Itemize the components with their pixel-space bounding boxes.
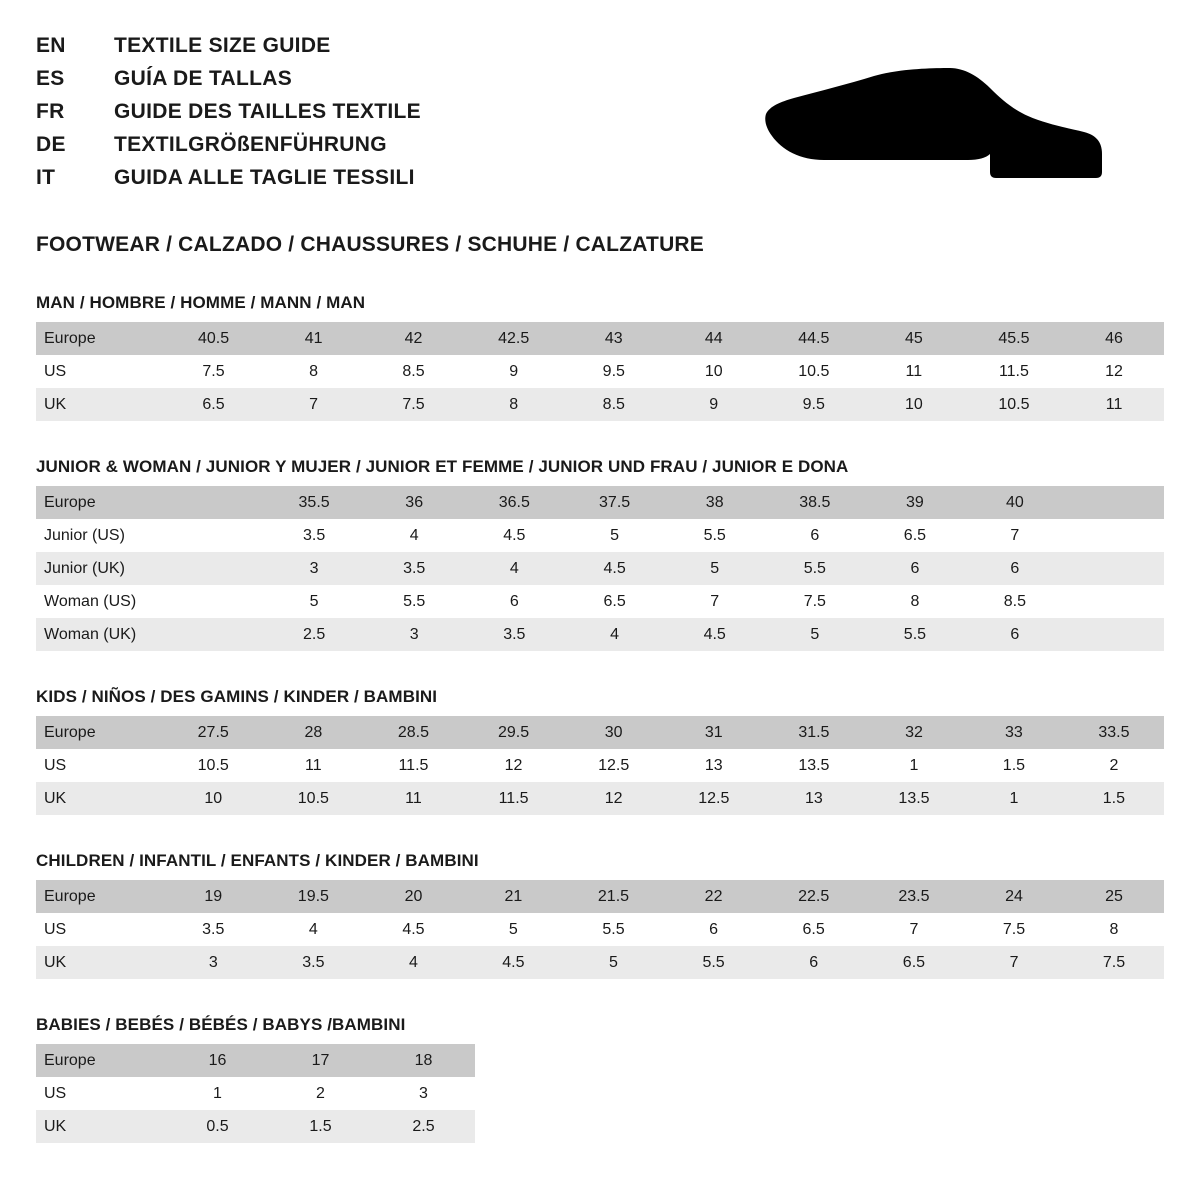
cell: 18 bbox=[372, 1044, 475, 1077]
cell: 21 bbox=[463, 880, 563, 913]
cell: 6.5 bbox=[564, 585, 664, 618]
cell bbox=[1065, 552, 1164, 585]
table-row bbox=[36, 519, 1164, 552]
cell: 5 bbox=[564, 519, 664, 552]
cell: 8 bbox=[1064, 913, 1164, 946]
cell: 7.5 bbox=[1064, 946, 1164, 979]
row-label: US bbox=[36, 913, 163, 946]
cell: 13 bbox=[764, 782, 864, 815]
cell: 6 bbox=[965, 618, 1065, 651]
language-title: GUÍA DE TALLAS bbox=[114, 67, 293, 90]
cell: 21.5 bbox=[563, 880, 663, 913]
cell: 6 bbox=[464, 585, 564, 618]
cell: 31.5 bbox=[764, 716, 864, 749]
row-label: US bbox=[36, 749, 163, 782]
section-junior-woman bbox=[36, 457, 1164, 651]
cell: 4.5 bbox=[464, 519, 564, 552]
cell: 7.5 bbox=[765, 585, 865, 618]
cell: 8.5 bbox=[965, 585, 1065, 618]
cell: 11.5 bbox=[363, 749, 463, 782]
cell bbox=[1065, 618, 1164, 651]
cell: 30 bbox=[564, 716, 664, 749]
cell: 10.5 bbox=[263, 782, 363, 815]
cell: 10.5 bbox=[764, 355, 864, 388]
cell: 5 bbox=[765, 618, 865, 651]
cell: 33 bbox=[964, 716, 1064, 749]
cell: 46 bbox=[1064, 322, 1164, 355]
cell: 23.5 bbox=[864, 880, 964, 913]
cell: 3 bbox=[372, 1077, 475, 1110]
language-title: TEXTILGRÖßENFÜHRUNG bbox=[114, 133, 387, 156]
row-label: UK bbox=[36, 1110, 166, 1143]
language-code: EN bbox=[36, 34, 66, 57]
row-label: Europe bbox=[36, 1044, 166, 1077]
cell: 5.5 bbox=[765, 552, 865, 585]
cell: 31 bbox=[664, 716, 764, 749]
language-row bbox=[36, 67, 421, 100]
cell: 44.5 bbox=[764, 322, 864, 355]
cell: 5 bbox=[563, 946, 663, 979]
row-label: Europe bbox=[36, 486, 165, 519]
size-table-man bbox=[36, 322, 1164, 421]
table-row bbox=[36, 618, 1164, 651]
table-row bbox=[36, 716, 1164, 749]
cell: 7 bbox=[864, 913, 964, 946]
cell: 13.5 bbox=[864, 782, 964, 815]
cell bbox=[1065, 519, 1164, 552]
cell: 8 bbox=[865, 585, 965, 618]
cell: 4 bbox=[364, 946, 464, 979]
section-title: KIDS / NIÑOS / DES GAMINS / KINDER / BAMBINI bbox=[36, 687, 438, 706]
cell: 7 bbox=[264, 388, 364, 421]
table-row bbox=[36, 486, 1164, 519]
cell: 25 bbox=[1064, 880, 1164, 913]
table-row bbox=[36, 1110, 475, 1143]
cell: 38.5 bbox=[765, 486, 865, 519]
table-row bbox=[36, 946, 1164, 979]
cell bbox=[165, 519, 264, 552]
cell: 27.5 bbox=[163, 716, 263, 749]
cell: 17 bbox=[269, 1044, 372, 1077]
cell: 3.5 bbox=[464, 618, 564, 651]
cell: 2 bbox=[1064, 749, 1164, 782]
cell: 22 bbox=[664, 880, 764, 913]
cell: 9 bbox=[464, 355, 564, 388]
section-babies bbox=[36, 1015, 1164, 1143]
cell: 3.5 bbox=[364, 552, 464, 585]
cell: 9 bbox=[664, 388, 764, 421]
language-title: GUIDA ALLE TAGLIE TESSILI bbox=[114, 166, 415, 189]
cell: 19.5 bbox=[263, 880, 363, 913]
language-row bbox=[36, 100, 421, 133]
cell: 22.5 bbox=[764, 880, 864, 913]
cell: 5.5 bbox=[665, 519, 765, 552]
cell: 5.5 bbox=[364, 585, 464, 618]
cell: 4.5 bbox=[364, 913, 464, 946]
cell: 6 bbox=[965, 552, 1065, 585]
cell: 2.5 bbox=[372, 1110, 475, 1143]
table-row bbox=[36, 322, 1164, 355]
cell: 6.5 bbox=[163, 388, 263, 421]
row-label: UK bbox=[36, 782, 163, 815]
cell: 38 bbox=[665, 486, 765, 519]
row-label: Europe bbox=[36, 716, 163, 749]
cell: 12.5 bbox=[664, 782, 764, 815]
cell: 13 bbox=[664, 749, 764, 782]
table-row bbox=[36, 1044, 475, 1077]
cell: 11 bbox=[864, 355, 964, 388]
language-code: FR bbox=[36, 100, 65, 123]
dress-shoe-icon bbox=[764, 62, 1134, 182]
cell: 42 bbox=[364, 322, 464, 355]
cell: 5.5 bbox=[664, 946, 764, 979]
cell: 6 bbox=[765, 519, 865, 552]
table-row bbox=[36, 388, 1164, 421]
cell: 1.5 bbox=[269, 1110, 372, 1143]
cell: 11.5 bbox=[964, 355, 1064, 388]
cell: 12 bbox=[464, 749, 564, 782]
cell: 11.5 bbox=[464, 782, 564, 815]
cell: 32 bbox=[864, 716, 964, 749]
cell: 3.5 bbox=[264, 519, 364, 552]
cell: 3.5 bbox=[263, 946, 363, 979]
cell: 5 bbox=[264, 585, 364, 618]
cell: 12 bbox=[1064, 355, 1164, 388]
cell: 24 bbox=[964, 880, 1064, 913]
cell bbox=[165, 486, 264, 519]
row-label: UK bbox=[36, 946, 163, 979]
cell: 44 bbox=[664, 322, 764, 355]
language-code: DE bbox=[36, 133, 66, 156]
cell: 5 bbox=[665, 552, 765, 585]
table-row bbox=[36, 749, 1164, 782]
cell: 6 bbox=[764, 946, 864, 979]
cell: 45 bbox=[864, 322, 964, 355]
cell: 9.5 bbox=[764, 388, 864, 421]
row-label: Europe bbox=[36, 322, 163, 355]
language-title: TEXTILE SIZE GUIDE bbox=[114, 34, 331, 57]
cell: 42.5 bbox=[464, 322, 564, 355]
cell: 0.5 bbox=[166, 1110, 269, 1143]
row-label: Woman (UK) bbox=[36, 618, 165, 651]
cell: 6 bbox=[664, 913, 764, 946]
cell: 8 bbox=[264, 355, 364, 388]
cell: 6.5 bbox=[864, 946, 964, 979]
cell: 1 bbox=[166, 1077, 269, 1110]
cell bbox=[1065, 585, 1164, 618]
table-row bbox=[36, 355, 1164, 388]
language-row bbox=[36, 166, 421, 199]
row-label: US bbox=[36, 1077, 166, 1110]
cell: 11 bbox=[1064, 388, 1164, 421]
cell: 4 bbox=[564, 618, 664, 651]
cell: 5 bbox=[463, 913, 563, 946]
cell: 28.5 bbox=[363, 716, 463, 749]
cell: 6.5 bbox=[865, 519, 965, 552]
cell bbox=[165, 618, 264, 651]
cell: 16 bbox=[166, 1044, 269, 1077]
cell: 7.5 bbox=[964, 913, 1064, 946]
section-title: MAN / HOMBRE / HOMME / MANN / MAN bbox=[36, 293, 366, 312]
language-code: IT bbox=[36, 166, 56, 189]
cell: 5.5 bbox=[563, 913, 663, 946]
header bbox=[36, 34, 1164, 199]
section-kids bbox=[36, 687, 1164, 815]
cell: 13.5 bbox=[764, 749, 864, 782]
cell: 10.5 bbox=[163, 749, 263, 782]
cell bbox=[165, 585, 264, 618]
cell: 6.5 bbox=[764, 913, 864, 946]
cell: 1 bbox=[964, 782, 1064, 815]
cell: 10 bbox=[864, 388, 964, 421]
cell: 7 bbox=[665, 585, 765, 618]
cell: 5.5 bbox=[865, 618, 965, 651]
cell: 12.5 bbox=[564, 749, 664, 782]
cell: 1 bbox=[864, 749, 964, 782]
cell: 11 bbox=[263, 749, 363, 782]
section-children bbox=[36, 851, 1164, 979]
size-table-junior-woman bbox=[36, 486, 1164, 651]
cell: 28 bbox=[263, 716, 363, 749]
cell: 35.5 bbox=[264, 486, 364, 519]
table-row bbox=[36, 782, 1164, 815]
cell: 9.5 bbox=[564, 355, 664, 388]
table-row bbox=[36, 585, 1164, 618]
size-table-children bbox=[36, 880, 1164, 979]
row-label: UK bbox=[36, 388, 163, 421]
language-code: ES bbox=[36, 67, 65, 90]
size-table-kids bbox=[36, 716, 1164, 815]
table-row bbox=[36, 1077, 475, 1110]
row-label: US bbox=[36, 355, 163, 388]
cell: 8 bbox=[464, 388, 564, 421]
cell: 41 bbox=[264, 322, 364, 355]
cell: 12 bbox=[564, 782, 664, 815]
cell: 2.5 bbox=[264, 618, 364, 651]
cell: 45.5 bbox=[964, 322, 1064, 355]
section-title: CHILDREN / INFANTIL / ENFANTS / KINDER / BAMBINI bbox=[36, 851, 479, 870]
section-title: BABIES / BEBÉS / BÉBÉS / BABYS /BAMBINI bbox=[36, 1015, 406, 1034]
cell: 3 bbox=[163, 946, 263, 979]
table-row bbox=[36, 552, 1164, 585]
section-title: JUNIOR & WOMAN / JUNIOR Y MUJER / JUNIOR ET FEMME / JUNIOR UND FRAU / JUNIOR E DONA bbox=[36, 457, 849, 476]
cell: 36.5 bbox=[464, 486, 564, 519]
cell: 1.5 bbox=[1064, 782, 1164, 815]
cell: 29.5 bbox=[464, 716, 564, 749]
section-man bbox=[36, 293, 1164, 421]
cell: 3.5 bbox=[163, 913, 263, 946]
cell: 39 bbox=[865, 486, 965, 519]
row-label: Junior (US) bbox=[36, 519, 165, 552]
cell: 7.5 bbox=[163, 355, 263, 388]
cell: 36 bbox=[364, 486, 464, 519]
language-row bbox=[36, 133, 421, 166]
row-label: Woman (US) bbox=[36, 585, 165, 618]
cell: 33.5 bbox=[1064, 716, 1164, 749]
cell: 3 bbox=[264, 552, 364, 585]
table-row bbox=[36, 880, 1164, 913]
table-row bbox=[36, 913, 1164, 946]
cell: 40.5 bbox=[163, 322, 263, 355]
cell: 7.5 bbox=[364, 388, 464, 421]
row-label: Europe bbox=[36, 880, 163, 913]
cell: 37.5 bbox=[564, 486, 664, 519]
cell bbox=[1065, 486, 1164, 519]
cell: 4.5 bbox=[463, 946, 563, 979]
cell: 8.5 bbox=[364, 355, 464, 388]
cell: 10 bbox=[664, 355, 764, 388]
language-title-list bbox=[36, 34, 421, 199]
cell: 3 bbox=[364, 618, 464, 651]
cell: 10.5 bbox=[964, 388, 1064, 421]
cell: 4 bbox=[464, 552, 564, 585]
cell: 6 bbox=[865, 552, 965, 585]
cell: 7 bbox=[965, 519, 1065, 552]
language-title: GUIDE DES TAILLES TEXTILE bbox=[114, 100, 421, 123]
category-heading: FOOTWEAR / CALZADO / CHAUSSURES / SCHUHE / CALZATURE bbox=[36, 233, 705, 256]
size-table-babies bbox=[36, 1044, 475, 1143]
cell: 43 bbox=[564, 322, 664, 355]
cell: 19 bbox=[163, 880, 263, 913]
cell: 1.5 bbox=[964, 749, 1064, 782]
row-label: Junior (UK) bbox=[36, 552, 165, 585]
cell: 40 bbox=[965, 486, 1065, 519]
language-row bbox=[36, 34, 421, 67]
cell: 10 bbox=[163, 782, 263, 815]
cell: 8.5 bbox=[564, 388, 664, 421]
cell bbox=[165, 552, 264, 585]
cell: 4 bbox=[263, 913, 363, 946]
cell: 7 bbox=[964, 946, 1064, 979]
cell: 20 bbox=[364, 880, 464, 913]
cell: 2 bbox=[269, 1077, 372, 1110]
cell: 11 bbox=[363, 782, 463, 815]
cell: 4.5 bbox=[665, 618, 765, 651]
cell: 4 bbox=[364, 519, 464, 552]
cell: 4.5 bbox=[564, 552, 664, 585]
